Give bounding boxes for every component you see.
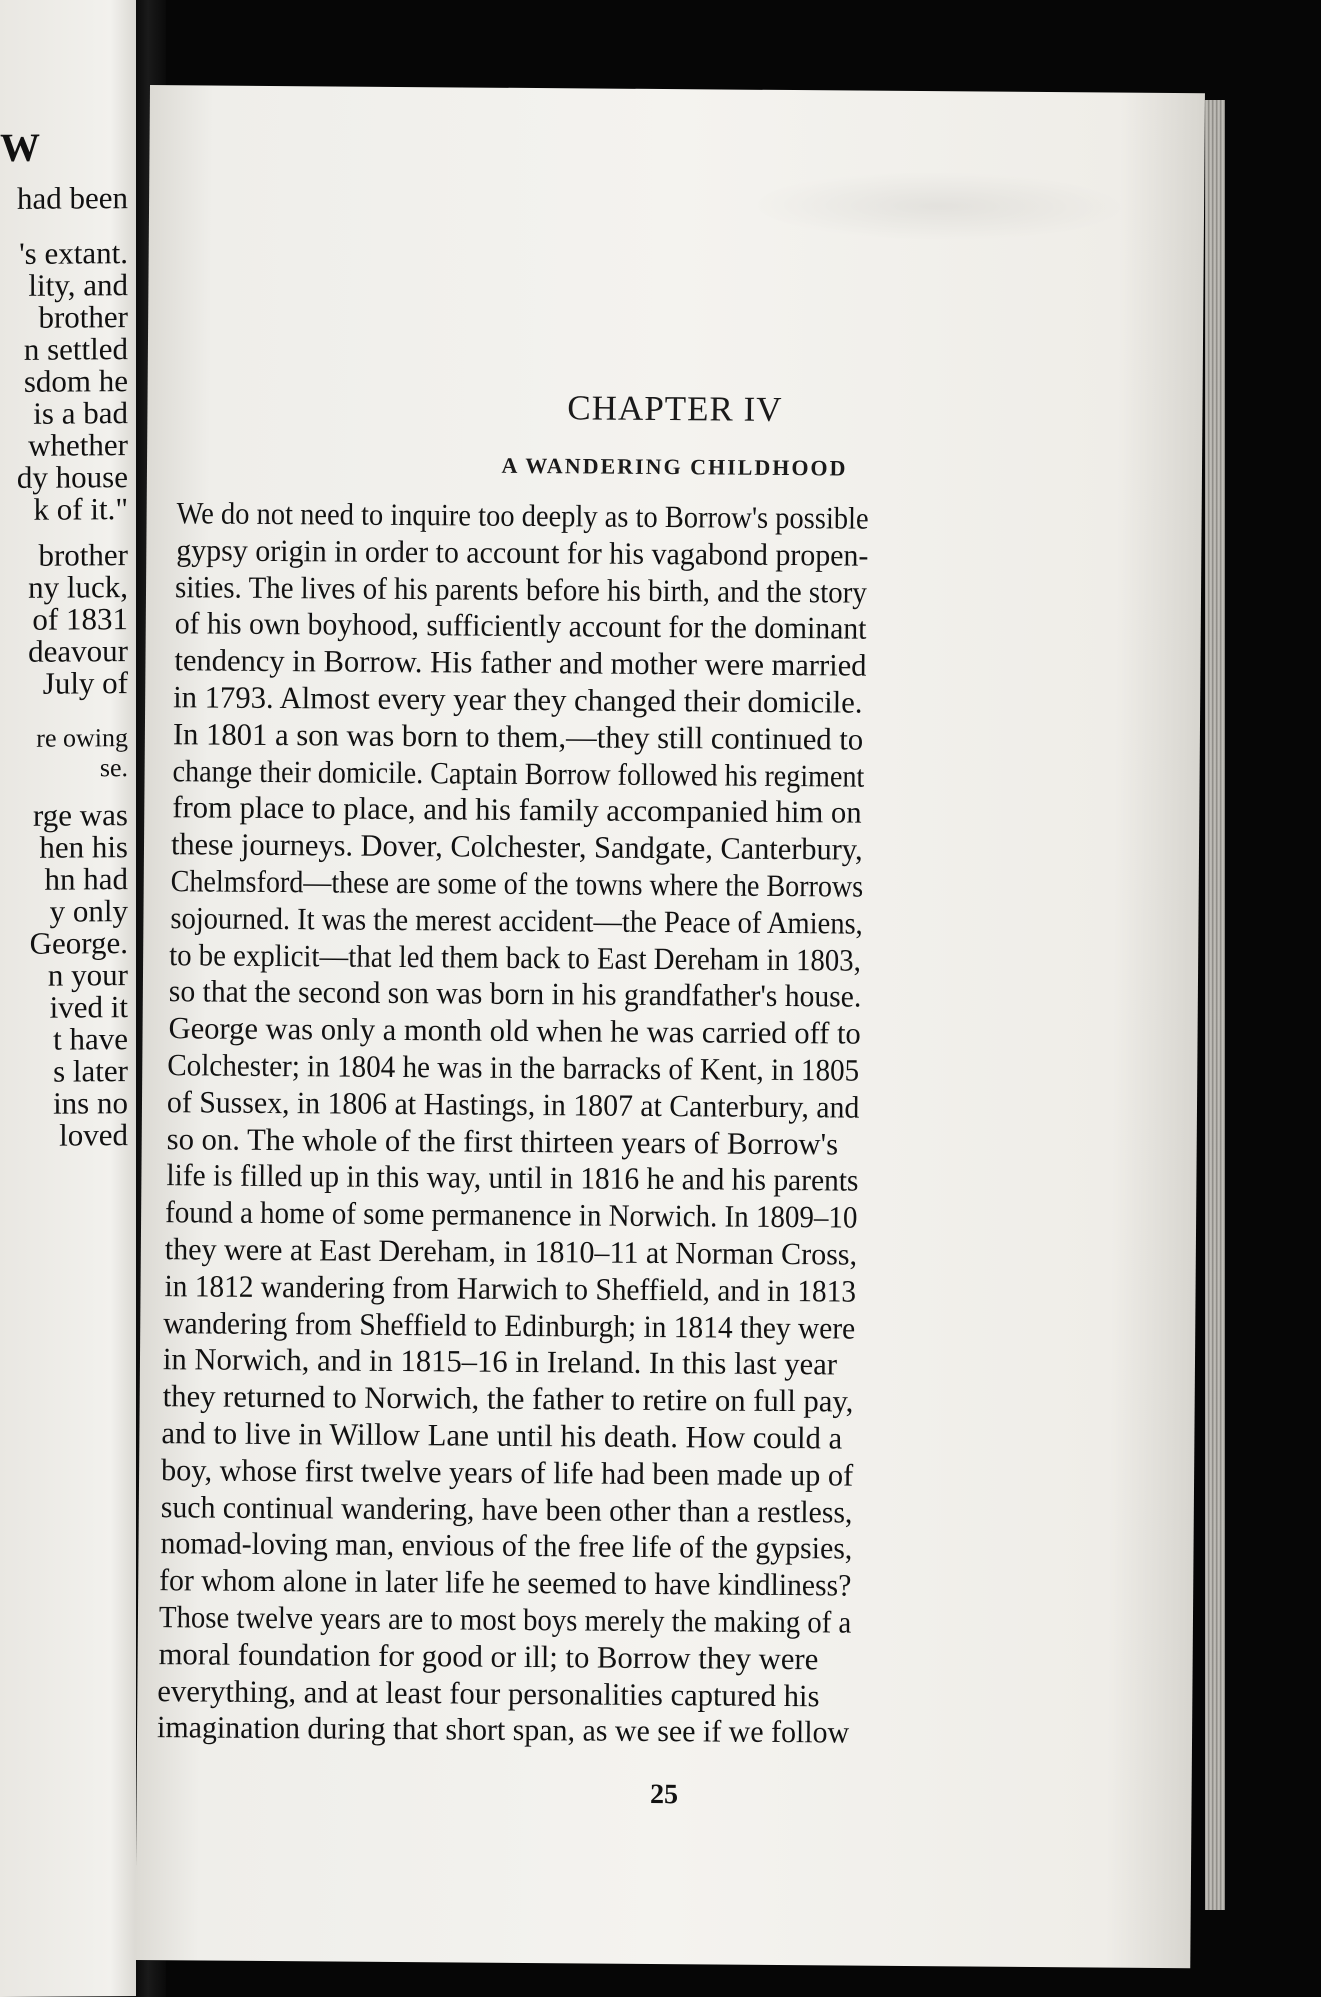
body-text — [147, 495, 1202, 1750]
body-line: In 1801 a son was born to them,—they still continued to — [172, 715, 864, 757]
previous-page-line: lity, and — [28, 267, 128, 303]
previous-page-line: n your — [47, 957, 128, 993]
body-line: imagination during that short span, as we see if we follow — [156, 1709, 850, 1750]
body-line: tendency in Borrow. His father and mother were married — [174, 642, 867, 683]
previous-page-line: hn had — [44, 861, 128, 897]
body-line: Colchester; in 1804 he was in the barracks of Kent, in 1805 — [167, 1047, 860, 1088]
previous-page-line: had been — [16, 180, 128, 216]
body-line: boy, whose first twelve years of life had been made up of — [161, 1451, 854, 1493]
body-line: from place to place, and his family accompanied him on — [171, 789, 862, 830]
previous-page-line: dy house — [16, 459, 128, 495]
previous-page-line: ins no — [53, 1085, 128, 1121]
previous-page-line: brother — [38, 299, 128, 335]
previous-page-line: s later — [53, 1053, 128, 1089]
body-line: they returned to Norwich, the father to retire on full pay, — [162, 1378, 854, 1419]
body-line: change their domicile. Captain Borrow followed his regiment — [172, 752, 865, 794]
body-line: found a home of some permanence in Norwich. In 1809–10 — [165, 1194, 858, 1235]
current-page — [135, 85, 1205, 1968]
body-line: George was only a month old when he was carried off to — [168, 1010, 861, 1051]
previous-page-line: loved — [59, 1117, 128, 1153]
previous-page-line: t have — [53, 1021, 128, 1057]
previous-page-line: brother — [38, 537, 128, 573]
body-line: to be explicit—that led them back to East Dereham in 1803, — [169, 936, 862, 978]
previous-page-fragment — [0, 0, 138, 1997]
body-line: We do not need to inquire too deeply as to Borrow's possible — [176, 495, 869, 536]
previous-page-line: is a bad — [33, 395, 128, 431]
previous-page-line: se. — [99, 753, 128, 783]
body-line: of his own boyhood, sufficiently account for the dominant — [174, 605, 867, 647]
previous-page-line: of 1831 — [32, 601, 128, 637]
page-edges — [1205, 100, 1225, 1910]
body-line: in Norwich, and in 1815–16 in Ireland. In this last year — [162, 1341, 838, 1382]
previous-page-line: ived it — [49, 989, 128, 1025]
previous-page-line: k of it." — [33, 491, 128, 527]
show-through-ghost — [749, 170, 1130, 243]
body-line: Those twelve years are to most boys merely the making of a — [158, 1599, 852, 1640]
body-line: gypsy origin in order to account for his vagabond propen- — [175, 532, 869, 573]
body-line: they were at East Dereham, in 1810–11 at Norman Cross, — [164, 1231, 858, 1272]
body-line: Chelmsford—these are some of the towns where the Borrows — [170, 863, 864, 904]
body-line: wandering from Sheffield to Edinburgh; in 1814 they were — [163, 1304, 856, 1346]
body-line: of Sussex, in 1806 at Hastings, in 1807 at Canterbury, and — [167, 1083, 860, 1125]
body-line: so on. The whole of the first thirteen years of Borrow's — [166, 1120, 839, 1162]
previous-page-line: George. — [29, 925, 128, 961]
previous-page-line: ny luck, — [28, 569, 128, 605]
chapter-title: CHAPTER IV — [567, 388, 783, 429]
previous-page-line: rge was — [33, 797, 128, 833]
body-line: such continual wandering, have been other than a restless, — [160, 1488, 853, 1530]
previous-page-line: y only — [49, 893, 128, 929]
body-line: everything, and at least four personalities captured his — [157, 1672, 820, 1713]
body-line: so that the second son was born in his grandfather's house. — [168, 973, 862, 1015]
previous-page-line: 's extant. — [19, 235, 128, 271]
body-line: sities. The lives of his parents before his birth, and the story — [175, 568, 868, 610]
body-line: and to live in Willow Lane until his death. How could a — [161, 1415, 843, 1456]
previous-page-line: n settled — [23, 331, 128, 367]
body-line: life is filled up in this way, until in 1816 he and his parents — [165, 1157, 859, 1198]
body-line: sojourned. It was the merest accident—the Peace of Amiens, — [169, 899, 863, 941]
previous-page-line: whether — [28, 427, 128, 463]
previous-page-line: July of — [42, 665, 128, 701]
body-line: for whom alone in later life he seemed to have kindliness? — [159, 1562, 852, 1603]
chapter-subtitle: A WANDERING CHILDHOOD — [501, 452, 848, 481]
body-line: moral foundation for good or ill; to Borrow they were — [158, 1635, 819, 1677]
previous-page-line: sdom he — [23, 363, 128, 399]
body-line: in 1793. Almost every year they changed their domicile. — [173, 679, 864, 720]
previous-page-line: re owing — [36, 723, 128, 753]
body-line: nomad-loving man, envious of the free life of the gypsies, — [159, 1525, 852, 1566]
previous-page-line: deavour — [28, 633, 128, 669]
body-line: in 1812 wandering from Harwich to Sheffield, and in 1813 — [164, 1267, 856, 1309]
previous-page-line: hen his — [39, 829, 128, 865]
previous-page-line: W — [0, 124, 40, 170]
page-number: 25 — [649, 1778, 679, 1811]
body-line: these journeys. Dover, Colchester, Sandgate, Canterbury, — [171, 826, 864, 867]
